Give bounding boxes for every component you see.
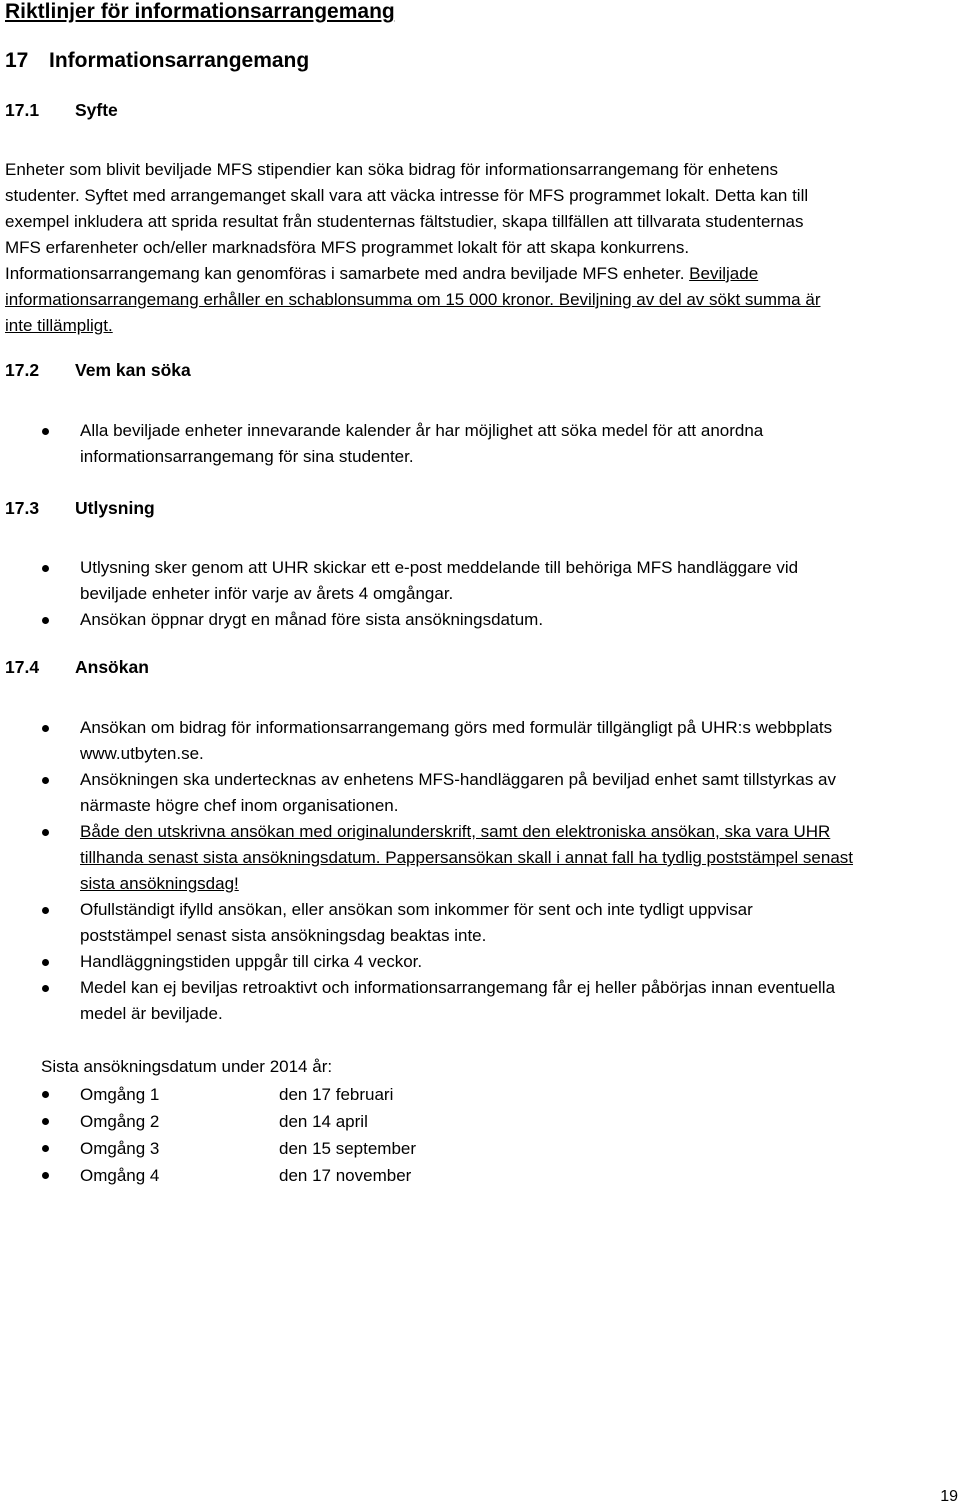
list-item [0, 607, 960, 633]
round-name: Omgång 3 [80, 1139, 160, 1158]
page-number: 19 [940, 1488, 958, 1505]
chapter-heading [5, 48, 309, 74]
deadlines-label: Sista ansökningsdatum under 2014 år: [41, 1057, 333, 1076]
round-date: den 17 februari [279, 1085, 394, 1104]
bullet-icon [42, 1145, 49, 1152]
list-item [0, 555, 960, 607]
list-item-line: Både den utskrivna ansökan med originalunderskrift, samt den elektroniska ansökan, ska vara UHR [80, 822, 831, 841]
list-item-line: www.utbyten.se. [80, 744, 204, 763]
paragraph-line: exempel inkludera att sprida resultat från studenternas fältstudier, skapa tillfällen att tillvarata studenternas [5, 212, 804, 231]
chapter-number: 17 [5, 49, 29, 72]
bullet-icon [42, 617, 49, 624]
bullet-icon [42, 725, 49, 732]
paragraph-line [5, 287, 950, 313]
round-row [0, 1081, 416, 1108]
round-row [0, 1162, 416, 1189]
list-item-line: Ansökningen ska undertecknas av enhetens MFS-handläggaren på beviljad enhet samt tillstyrkas av [80, 770, 836, 789]
bullet-icon [42, 959, 49, 966]
list-item-line: närmaste högre chef inom organisationen. [80, 796, 399, 815]
list-item-line: Handläggningstiden uppgår till cirka 4 veckor. [80, 952, 423, 971]
underlined-text: inte tillämpligt. [5, 316, 113, 335]
document-title: Riktlinjer för informationsarrangemang [5, 0, 395, 23]
bullet-icon [42, 907, 49, 914]
list-item [0, 767, 960, 819]
bullet-icon [42, 1118, 49, 1125]
underlined-text: tillhanda senast sista ansökningsdatum. [80, 848, 381, 867]
list-item [0, 897, 960, 949]
list-item-line: Ansökan om bidrag för informationsarrangemang görs med formulär tillgängligt på UHR:s webbplats [80, 718, 833, 737]
list-item [0, 715, 960, 767]
underlined-text: Beviljade [689, 264, 759, 283]
bullet-icon [42, 565, 49, 572]
round-row [0, 1108, 416, 1135]
list-item [0, 819, 960, 897]
bullet-icon [42, 777, 49, 784]
section-number: 17.2 [5, 360, 40, 380]
underlined-text: Pappersansökan skall i annat fall ha tydlig poststämpel senast [380, 848, 854, 867]
bullet-icon [42, 1172, 49, 1179]
paragraph-line: Enheter som blivit beviljade MFS stipendier kan söka bidrag för informationsarrangemang för enhetens [5, 160, 778, 179]
section-title: Utlysning [75, 498, 155, 518]
list-item-line: poststämpel senast sista ansökningsdag beaktas inte. [80, 926, 487, 945]
round-date: den 14 april [279, 1112, 368, 1131]
bullet-icon [42, 428, 49, 435]
paragraph-text: Informationsarrangemang kan genomföras i samarbete med andra beviljade MFS enheter. [5, 264, 690, 283]
paragraph-line: MFS erfarenheter och/eller marknadsföra MFS programmet lokalt för att skapa konkurrens. [5, 238, 690, 257]
paragraph-line: studenter. Syftet med arrangemanget skall vara att väcka intresse för MFS programmet lokalt. Detta kan till [5, 186, 809, 205]
paragraph-line [5, 261, 950, 287]
section-number: 17.1 [5, 100, 40, 120]
list-item-line: Alla beviljade enheter innevarande kalender år har möjlighet att söka medel för att anordna [80, 421, 764, 440]
list-item [0, 975, 960, 1027]
list-item-line: Ofullständigt ifylld ansökan, eller ansökan som inkommer för sent och inte tydligt uppvisar [80, 900, 753, 919]
underlined-text: Beviljning av del av sökt summa är [554, 290, 821, 309]
section-number: 17.3 [5, 498, 40, 518]
list-item-line: informationsarrangemang för sina studenter. [80, 447, 414, 466]
paragraph-line [5, 313, 950, 339]
list-item-line: Ansökan öppnar drygt en månad före sista ansökningsdatum. [80, 610, 544, 629]
round-date: den 15 september [279, 1139, 417, 1158]
section-title: Ansökan [75, 657, 149, 677]
round-row [0, 1135, 416, 1162]
purpose-paragraph [5, 157, 950, 339]
list-item [0, 418, 960, 470]
round-name: Omgång 1 [80, 1085, 160, 1104]
bullet-icon [42, 985, 49, 992]
bullet-list-eligibility [0, 418, 960, 470]
bullet-list-announcement [0, 555, 960, 633]
bullet-list-application [0, 715, 960, 1027]
section-title: Vem kan söka [75, 360, 191, 380]
bullet-icon [42, 1091, 49, 1098]
list-item-line [80, 845, 960, 871]
section-title: Syfte [75, 100, 118, 120]
section-heading-ansokan [5, 654, 149, 680]
list-item-line: Utlysning sker genom att UHR skickar ett e-post meddelande till behöriga MFS handläggare vid [80, 558, 799, 577]
section-heading-syfte [5, 97, 118, 123]
deadline-rounds-list [0, 1081, 416, 1189]
chapter-title: Informationsarrangemang [49, 49, 310, 72]
list-item [0, 949, 960, 975]
bullet-icon [42, 829, 49, 836]
list-item-line: Medel kan ej beviljas retroaktivt och informationsarrangemang får ej heller påbörjas innan eventuella [80, 978, 836, 997]
list-item-line: sista ansökningsdag! [80, 874, 239, 893]
section-heading-utlysning [5, 495, 155, 521]
list-item-line: medel är beviljade. [80, 1004, 223, 1023]
round-date: den 17 november [279, 1166, 412, 1185]
section-heading-vem-kan-soka [5, 357, 191, 383]
section-number: 17.4 [5, 657, 40, 677]
list-item-line: beviljade enheter inför varje av årets 4 omgångar. [80, 584, 454, 603]
underlined-text: informationsarrangemang erhåller en schablonsumma om 15 000 kronor. [5, 290, 555, 309]
round-name: Omgång 2 [80, 1112, 160, 1131]
round-name: Omgång 4 [80, 1166, 160, 1185]
